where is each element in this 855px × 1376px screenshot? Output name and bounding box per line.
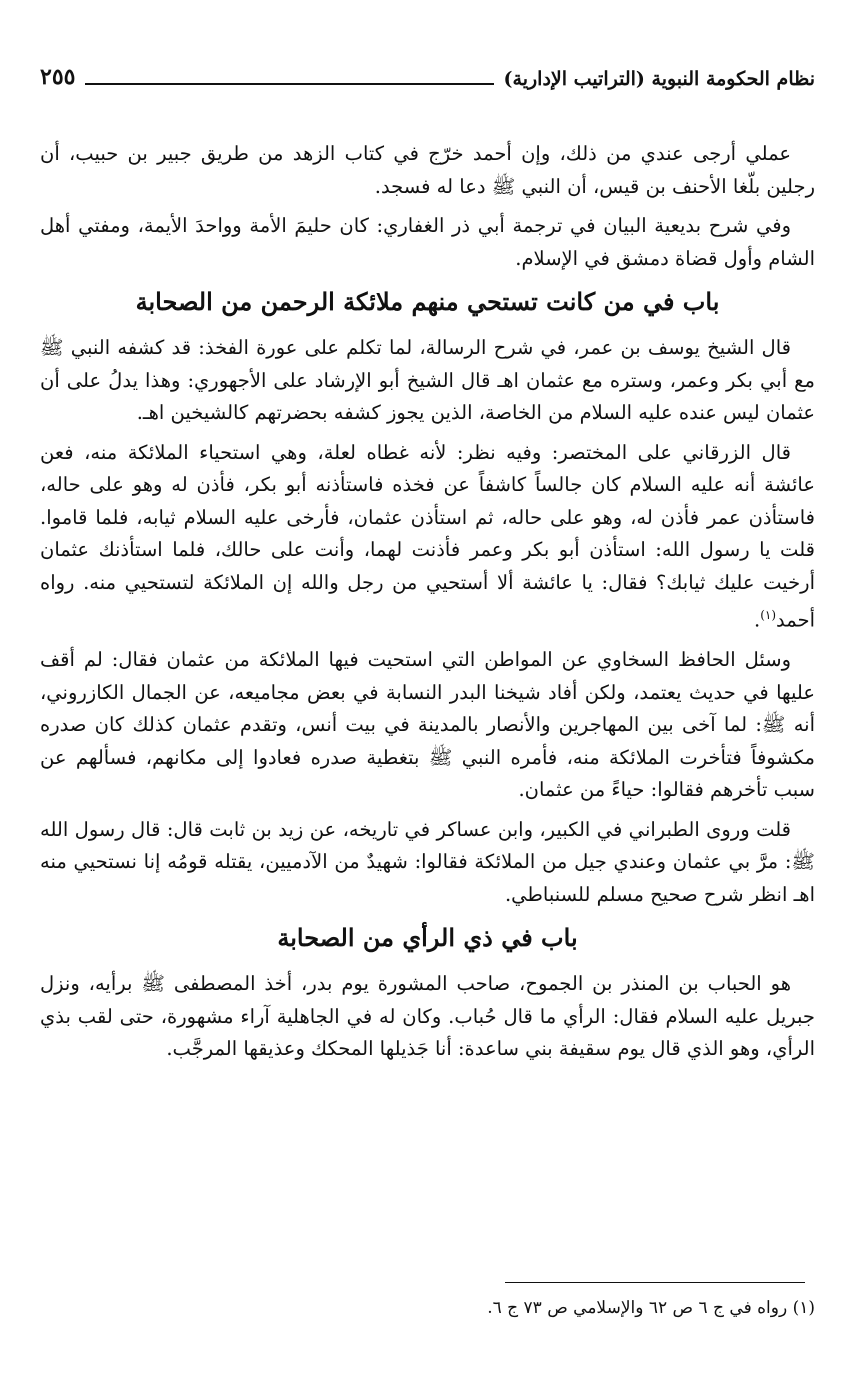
section2-paragraph-1: هو الحباب بن المنذر بن الجموح، صاحب المشورة يوم بدر، أخذ المصطفى ﷺ برأيه، ونزل جبريل عليه السلام فقال: الرأي ما قال حُباب. وكان له في الجاهلية آراء مشهورة، حتى لقب بذي الرأي، وهو الذي قال يوم سقيفة بني ساعدة: أنا جَذيلها المحكك وعذيقها المرجَّب. [40, 972, 815, 1060]
section-heading-opinion: باب في ذي الرأي من الصحابة [277, 923, 578, 952]
section1-paragraph-4: قلت وروى الطبراني في الكبير، وابن عساكر في تاريخه، عن زيد بن ثابت قال: قال رسول الله ﷺ: مرَّ بي عثمان وعندي جيل من الملائكة فقالوا: شهيدٌ من الآدميين، يقتله قومُه إنا نستحيي منه اهـ انظر شرح صحيح مسلم للسنباطي. [40, 817, 815, 906]
header-rule [85, 83, 493, 85]
footnote-rule [505, 1282, 805, 1283]
footnote-reference: (١) [760, 608, 777, 622]
section-heading-angels: باب في من كانت تستحي منهم ملائكة الرحمن من الصحابة [135, 287, 720, 316]
running-title: نظام الحكومة النبوية (التراتيب الإدارية) [503, 68, 815, 90]
section1-paragraph-2 [40, 437, 815, 638]
page-body [40, 138, 815, 1073]
footnote: (١) رواه في ج ٦ ص ٦٢ والإسلامي ص ٧٣ ج ٦. [487, 1298, 815, 1318]
intro-paragraph-1: عملي أرجى عندي من ذلك، وإن أحمد خرّج في كتاب الزهد من طريق جبير بن حبيب، أن رجلين بلّغا الأحنف بن قيس، أن النبي ﷺ دعا له فسجد. [40, 142, 815, 198]
section1-paragraph-1: قال الشيخ يوسف بن عمر، في شرح الرسالة، لما تكلم على عورة الفخذ: قد كشفه النبي ﷺ مع أبي بكر وعمر، وستره مع عثمان اهـ قال الشيخ أبو الإرشاد على الأجهوري: وهذا يدلُ على أن عثمان ليس عنده عليه السلام من الخاصة، الذين يجوز كشفه بحضرتهم كالشيخين اهـ. [40, 336, 815, 424]
running-header [40, 60, 815, 90]
intro-paragraph-2: وفي شرح بديعية البيان في ترجمة أبي ذر الغفاري: كان حليمَ الأمة وواحدَ الأيمة، ومفتي أهل الشام وأول قضاة دمشق في الإسلام. [40, 214, 815, 270]
paragraph-text: قال الزرقاني على المختصر: وفيه نظر: لأنه غطاه لعلة، وهي استحياء الملائكة منه، فعن عائشة أنه عليه السلام كان جالساً كاشفاً عن فخذه فاستأذنه أبو بكر، فأذن له وهو على حاله، فاستأذن عمر فأذن له، وهو على حاله، ثم استأذن عثمان، فأرخى عليه السلام ثيابه، فلما قاموا. قلت يا رسول الله: استأذن أبو بكر وعمر فأذنت لهما، وأنت على حالك، فلما استأذنك عثمان أرخيت عليك ثيابك؟ فقال: يا عائشة ألا أستحيي من رجل والله إن الملائكة لتستحيي منه. رواه أحمد [40, 440, 815, 632]
paragraph-end: . [753, 608, 761, 632]
section1-paragraph-3: وسئل الحافظ السخاوي عن المواطن التي استحيت فيها الملائكة من عثمان فقال: لم أقف عليها في حديث يعتمد، ولكن أفاد شيخنا البدر النسابة في بعض مجاميعه، عن الجمال الكازروني، أنه ﷺ: لما آخى بين المهاجرين والأنصار بالمدينة في بيت أنس، وتقدم عثمان كذلك كان صدره مكشوفاً فتأخرت الملائكة منه، فأمره النبي ﷺ بتغطية صدره فعادوا إلى مكانهم، فسألهم عن سبب تأخرهم فقالوا: حياءً من عثمان. [40, 648, 815, 801]
page-number: ٢٥٥ [40, 64, 76, 90]
